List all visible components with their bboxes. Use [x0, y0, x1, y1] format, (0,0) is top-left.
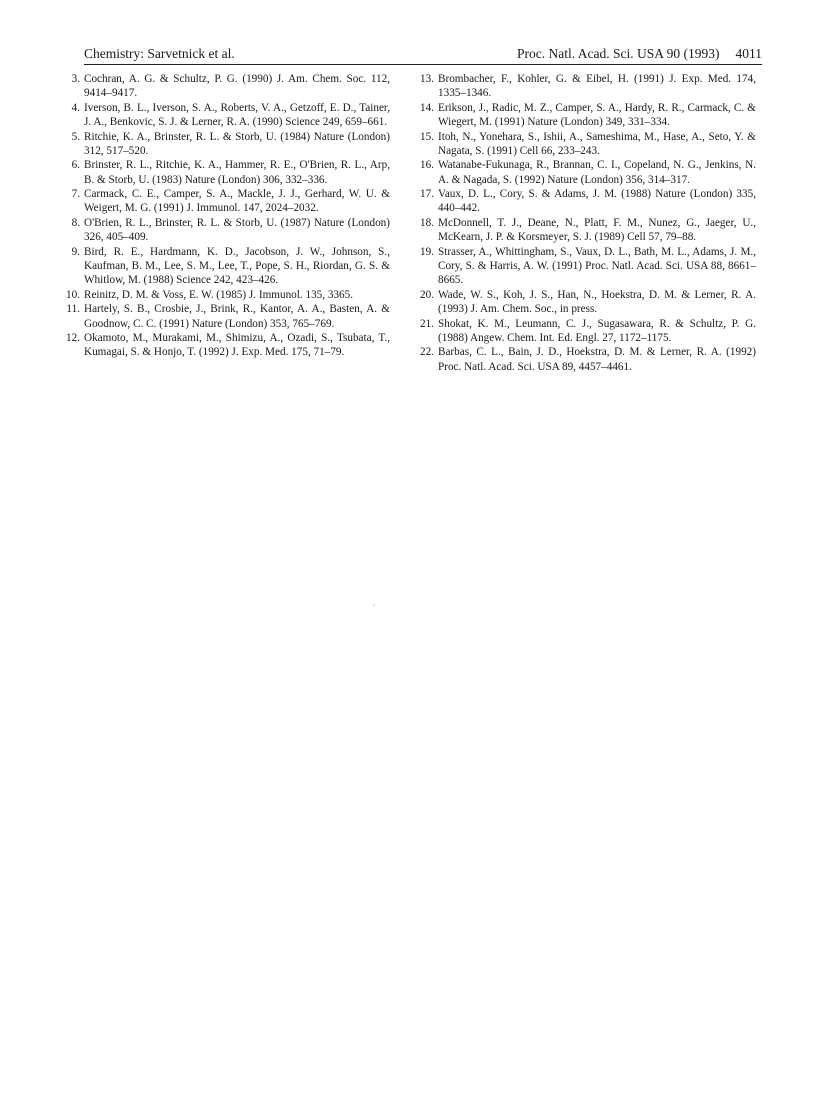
- reference-item: [66, 288, 390, 302]
- reference-item: [420, 288, 756, 316]
- reference-item: [420, 72, 756, 100]
- reference-text: Iverson, B. L., Iverson, S. A., Roberts, V. A., Getzoff, E. D., Tainer, J. A., Benkovic, S. J. & Lerner, R. A. (1990) Science 249, 659–661.: [84, 101, 390, 128]
- reference-text: Watanabe-Fukunaga, R., Brannan, C. I., Copeland, N. G., Jenkins, N. A. & Nagada, S. (1992) Nature (London) 356, 314–317.: [438, 159, 756, 186]
- reference-number: 9.: [71, 245, 80, 258]
- scan-speck: [373, 604, 375, 606]
- reference-number: 15.: [420, 130, 434, 143]
- reference-text: Erikson, J., Radic, M. Z., Camper, S. A., Hardy, R. R., Carmack, C. & Wiegert, M. (1991) Nature (London) 349, 331–334.: [438, 101, 756, 128]
- reference-number: 11.: [66, 303, 80, 316]
- reference-item: [66, 331, 390, 359]
- reference-text: Itoh, N., Yonehara, S., Ishii, A., Sameshima, M., Hase, A., Seto, Y. & Nagata, S. (1991) Cell 66, 233–243.: [438, 130, 756, 157]
- reference-text: Bird, R. E., Hardmann, K. D., Jacobson, J. W., Johnson, S., Kaufman, B. M., Lee, S. M., Lee, T., Pope, S. H., Riordan, G. S. & Whitlow, M. (1988) Science 242, 423–426.: [84, 245, 390, 287]
- reference-number: 17.: [420, 188, 434, 201]
- reference-number: 3.: [71, 73, 80, 85]
- reference-text: Reinitz, D. M. & Voss, E. W. (1985) J. Immunol. 135, 3365.: [84, 288, 354, 301]
- reference-text: McDonnell, T. J., Deane, N., Platt, F. M., Nunez, G., Jaeger, U., McKearn, J. P. & Korsmeyer, S. J. (1989) Cell 57, 79–88.: [438, 216, 756, 244]
- reference-number: 21.: [420, 317, 434, 330]
- reference-number: 14.: [420, 101, 434, 114]
- running-header: [84, 44, 762, 64]
- reference-number: 19.: [420, 245, 434, 258]
- references-left-column: [66, 72, 390, 360]
- reference-item: [66, 101, 390, 129]
- reference-number: 12.: [66, 332, 80, 345]
- references-right-column: [420, 72, 756, 374]
- reference-number: 7.: [71, 188, 80, 201]
- reference-number: 8.: [71, 216, 80, 229]
- reference-text: O'Brien, R. L., Brinster, R. L. & Storb, U. (1987) Nature (London) 326, 405–409.: [84, 216, 390, 244]
- reference-item: [420, 245, 756, 288]
- header-author: Chemistry: Sarvetnick et al.: [84, 46, 235, 61]
- reference-item: [66, 158, 390, 186]
- reference-text: Cochran, A. G. & Schultz, P. G. (1990) J. Am. Chem. Soc. 112, 9414–9417.: [84, 73, 390, 100]
- reference-item: [66, 187, 390, 215]
- reference-number: 18.: [420, 216, 434, 229]
- header-rule: [84, 64, 762, 65]
- reference-text: Brombacher, F., Kohler, G. & Eibel, H. (1991) J. Exp. Med. 174, 1335–1346.: [438, 73, 756, 100]
- reference-number: 5.: [71, 130, 80, 143]
- reference-item: [420, 130, 756, 158]
- reference-text: Vaux, D. L., Cory, S. & Adams, J. M. (1988) Nature (London) 335, 440–442.: [438, 188, 756, 215]
- header-journal-group: [517, 44, 762, 64]
- reference-text: Carmack, C. E., Camper, S. A., Mackle, J. J., Gerhard, W. U. & Weigert, M. G. (1991) J. Immunol. 147, 2024–2032.: [84, 188, 390, 215]
- reference-text: Hartely, S. B., Crosbie, J., Brink, R., Kantor, A. A., Basten, A. & Goodnow, C. C. (1991) Nature (London) 353, 765–769.: [84, 303, 390, 330]
- reference-number: 6.: [71, 159, 80, 172]
- reference-number: 22.: [420, 346, 434, 359]
- reference-text: Ritchie, K. A., Brinster, R. L. & Storb, U. (1984) Nature (London) 312, 517–520.: [84, 130, 390, 157]
- reference-text: Barbas, C. L., Bain, J. D., Hoekstra, D. M. & Lerner, R. A. (1992) Proc. Natl. Acad. Sci. USA 89, 4457–4461.: [438, 346, 756, 373]
- reference-text: Strasser, A., Whittingham, S., Vaux, D. L., Bath, M. L., Adams, J. M., Cory, S. & Harris, A. W. (1991) Proc. Natl. Acad. Sci. USA 88, 8661–8665.: [438, 245, 756, 287]
- reference-item: [420, 187, 756, 215]
- reference-item: [420, 317, 756, 345]
- reference-item: [66, 130, 390, 158]
- header-journal: Proc. Natl. Acad. Sci. USA 90 (1993): [517, 46, 720, 61]
- reference-item: [66, 72, 390, 100]
- reference-text: Shokat, K. M., Leumann, C. J., Sugasawara, R. & Schultz, P. G. (1988) Angew. Chem. Int. Ed. Engl. 27, 1172–1175.: [438, 317, 756, 344]
- reference-item: [420, 158, 756, 186]
- reference-text: Brinster, R. L., Ritchie, K. A., Hammer, R. E., O'Brien, R. L., Arp, B. & Storb, U. (1983) Nature (London) 306, 332–336.: [84, 159, 390, 186]
- reference-item: [66, 245, 390, 288]
- reference-item: [66, 302, 390, 330]
- reference-number: 4.: [71, 101, 80, 114]
- reference-text: Okamoto, M., Murakami, M., Shimizu, A., Ozadi, S., Tsubata, T., Kumagai, S. & Honjo, T. (1992) J. Exp. Med. 175, 71–79.: [84, 332, 390, 359]
- reference-number: 16.: [420, 159, 434, 172]
- reference-number: 20.: [420, 288, 434, 301]
- reference-number: 10.: [66, 288, 80, 301]
- reference-text: Wade, W. S., Koh, J. S., Han, N., Hoekstra, D. M. & Lerner, R. A. (1993) J. Am. Chem. Soc., in press.: [438, 288, 756, 315]
- page-number: 4011: [735, 46, 762, 61]
- reference-item: [66, 216, 390, 244]
- reference-item: [420, 216, 756, 244]
- reference-item: [420, 101, 756, 129]
- reference-item: [420, 345, 756, 373]
- reference-number: 13.: [420, 73, 434, 85]
